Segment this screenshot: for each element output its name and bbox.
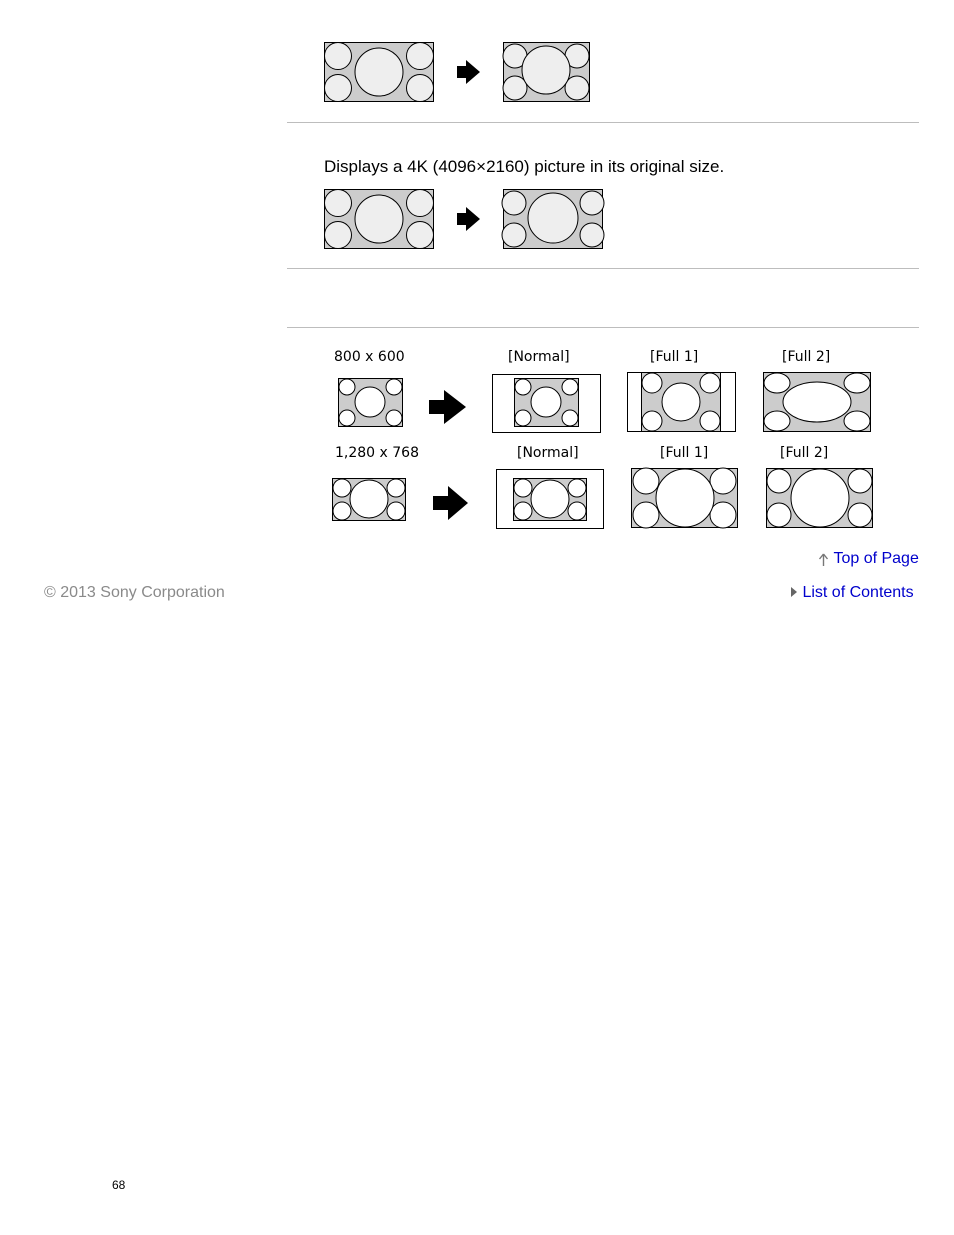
mode-label-normal: [Normal]	[517, 445, 579, 461]
source-picture	[333, 479, 406, 521]
list-of-contents-text[interactable]: List of Contents	[802, 584, 914, 601]
aspect-diagram-800x600	[330, 370, 875, 436]
arrow-icon	[457, 60, 480, 84]
aspect-diagram-2	[324, 189, 606, 251]
section-description: Displays a 4K (4096×2160) picture in its original size.	[324, 157, 725, 176]
page-number: 68	[112, 1178, 126, 1192]
arrow-icon	[433, 486, 468, 520]
mode-label-full1: [Full 1]	[650, 349, 699, 365]
normal-mode-picture	[493, 375, 601, 433]
source-resolution-label: 800 x 600	[334, 349, 405, 365]
copyright: © 2013 Sony Corporation	[44, 584, 225, 601]
up-arrow-icon	[818, 553, 829, 567]
source-picture	[325, 43, 434, 102]
full1-mode-picture	[628, 373, 736, 432]
section-divider	[287, 327, 919, 328]
caret-right-icon	[790, 586, 798, 598]
source-picture	[325, 190, 434, 249]
full1-mode-picture	[632, 468, 738, 528]
arrow-icon	[457, 207, 480, 231]
result-picture	[502, 190, 604, 249]
aspect-diagram-1280x768	[330, 466, 875, 532]
mode-label-normal: [Normal]	[508, 349, 570, 365]
section-divider	[287, 268, 919, 269]
mode-label-full2: [Full 2]	[782, 349, 831, 365]
full2-mode-picture	[767, 469, 873, 528]
mode-label-full2: [Full 2]	[780, 445, 829, 461]
top-of-page-link[interactable]	[818, 550, 919, 568]
top-of-page-text[interactable]: Top of Page	[833, 550, 919, 567]
full2-mode-picture	[764, 373, 871, 432]
list-of-contents-link[interactable]	[790, 584, 914, 602]
source-resolution-label: 1,280 x 768	[335, 445, 419, 461]
section-divider	[287, 122, 919, 123]
result-picture	[503, 43, 590, 102]
normal-mode-picture	[497, 470, 604, 529]
mode-label-full1: [Full 1]	[660, 445, 709, 461]
source-picture	[339, 379, 403, 427]
arrow-icon	[429, 390, 466, 424]
aspect-diagram-1	[324, 42, 594, 104]
